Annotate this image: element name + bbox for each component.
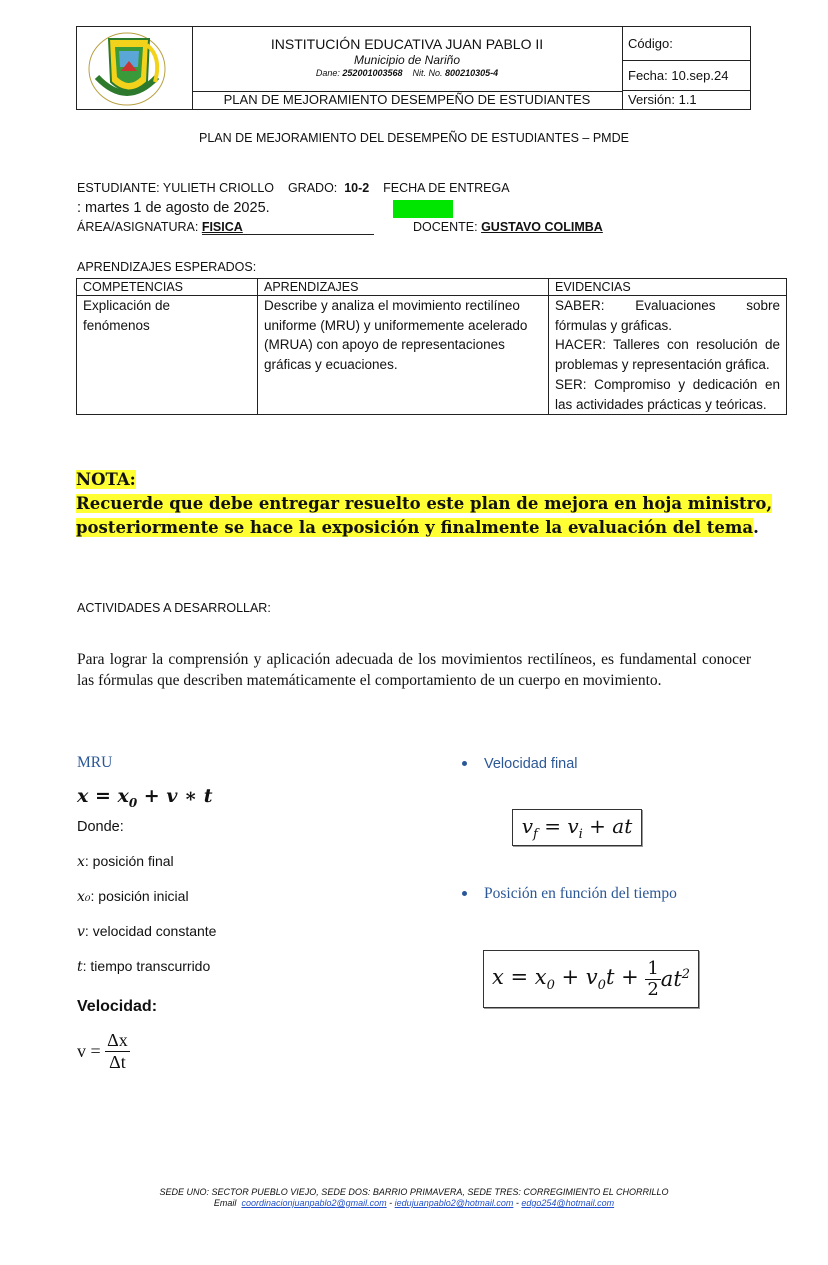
teacher-label: DOCENTE: [413,220,478,234]
velocidad-heading: Velocidad: [77,998,158,1015]
intro-paragraph: Para lograr la comprensión y aplicación adecuada de los movimientos rectilíneos, es fundamental conocer las fórmulas que describen matemáticamente el comportamiento de un cuerpo en movimiento. [77,651,751,689]
grade-label: GRADO: [287,181,338,195]
nota-line-1: Recuerde que debe entregar resuelto este plan de mejora en hoja ministro, [76,494,773,513]
competencia-cell: Explicación de fenómenos [77,296,258,415]
bullet-dot [462,891,467,896]
municipality: Municipio de Nariño [353,53,461,67]
teacher-line [413,220,603,234]
mru-heading: MRU [77,754,113,771]
evidencia-ser: SER: Compromiso y dedicación en las actividades prácticas y teóricas. [555,376,780,412]
nit-label: Nit. No. [412,68,443,78]
def-symbol: x [77,854,85,870]
page-footer [0,1187,828,1209]
evidencia-saber: SABER: Evaluaciones sobre fórmulas y gráficas. [555,298,780,333]
nota-line-2-period: . [753,518,759,537]
header-aprendizajes: APRENDIZAJES [258,279,549,296]
mru-formula: $x = x_0 + v$ ∗ t [77,785,213,810]
footer-addresses: SEDE UNO: SECTOR PUEBLO VIEJO, SEDE DOS: BARRIO PRIMAVERA, SEDE TRES: CORREGIMIENTO EL CHORRILLO [159,1187,669,1197]
dane-nit-line [192,68,622,78]
logo-cell [77,27,193,109]
def-item-time: t: tiempo transcurrido [77,958,211,975]
delivery-date-label: FECHA DE ENTREGA [383,181,510,195]
activities-title: ACTIVIDADES A DESARROLLAR: [77,601,271,615]
bullet-dot [462,761,467,766]
institution-name: INSTITUCIÓN EDUCATIVA JUAN PABLO II [270,36,544,52]
nit-value: 800210305-4 [445,68,499,78]
grade-value: 10-2 [344,181,370,195]
nota-block [76,468,772,540]
velocity-fraction-formula: v = $\frac{\Delta x}{\Delta t}$ [77,1030,128,1072]
aprendizaje-cell: Describe y analiza el movimiento rectilíneo uniforme (MRU) y uniformemente acelerado (MRUA) con apoyo de representaciones gráficas y ecuaciones. [258,296,549,415]
def-item-velocity: v: velocidad constante [77,923,217,940]
subject-value: FISICA [202,220,374,235]
def-item-initial-position: x₀: posición inicial [77,888,189,905]
evidencia-hacer: HACER: Talleres con resolución de problemas y representación gráfica. [555,337,780,373]
dane-label: Dane: [315,68,340,78]
school-crest-logo [77,27,192,109]
subject-line [77,220,374,235]
learning-title: APRENDIZAJES ESPERADOS: [77,260,257,274]
def-symbol: t [77,959,83,975]
email-link-iedu[interactable]: iedujuanpablo2@hotmail.com [394,1198,514,1208]
fecha: Fecha: 10.sep.24 [622,61,750,91]
plan-name: PLAN DE MEJORAMIENTO DESEMPEÑO DE ESTUDIANTES [192,91,623,109]
table-row [77,296,787,415]
delivery-date-value: : martes 1 de agosto de 2025. [77,200,270,216]
header-evidencias: EVIDENCIAS [549,279,787,296]
final-velocity-formula-box: $v_f = v_i$ + at [512,809,642,846]
nota-line-2: posteriormente se hace la exposición y finalmente la evaluación del tema [76,518,754,537]
subject-label: ÁREA/ASIGNATURA: [77,220,199,234]
evidencia-cell [549,296,787,415]
student-name: ESTUDIANTE: YULIETH CRIOLLO [77,181,275,195]
institution-cell [192,27,623,92]
student-line [77,181,510,195]
version: Versión: 1.1 [628,92,697,107]
nota-title: NOTA: [76,470,136,489]
position-formula-box: $x = x_0 + v_0t$ + $\frac{1}{2}$ $at^2$ [483,950,699,1008]
document-title: PLAN DE MEJORAMIENTO DEL DESEMPEÑO DE ESTUDIANTES – PMDE [199,131,629,145]
bullet-velocidad-final: Velocidad final [462,755,578,773]
footer-emails: Email coordinacionjuanpablo2@gmail.com - iedujuanpablo2@hotmail.com - edgo254@hotmail.com [213,1198,615,1208]
def-item-final-position: x: posición final [77,853,174,870]
teacher-value: GUSTAVO COLIMBA [481,220,603,234]
bullet-posicion-tiempo: Posición en función del tiempo [462,885,677,903]
codigo: Código: [622,27,750,61]
donde-label: Donde: [77,819,124,835]
def-symbol: x₀ [77,889,91,905]
learning-table [76,278,787,415]
header-competencias: COMPETENCIAS [77,279,258,296]
document-header [76,26,751,110]
email-link-edgo[interactable]: edgo254@hotmail.com [521,1198,615,1208]
table-header-row [77,279,787,296]
dane-value: 252001003568 [342,68,403,78]
email-link-coordinacion[interactable]: coordinacionjuanpablo2@gmail.com [241,1198,387,1208]
def-symbol: v [77,924,85,940]
green-highlight-mark [393,200,453,218]
